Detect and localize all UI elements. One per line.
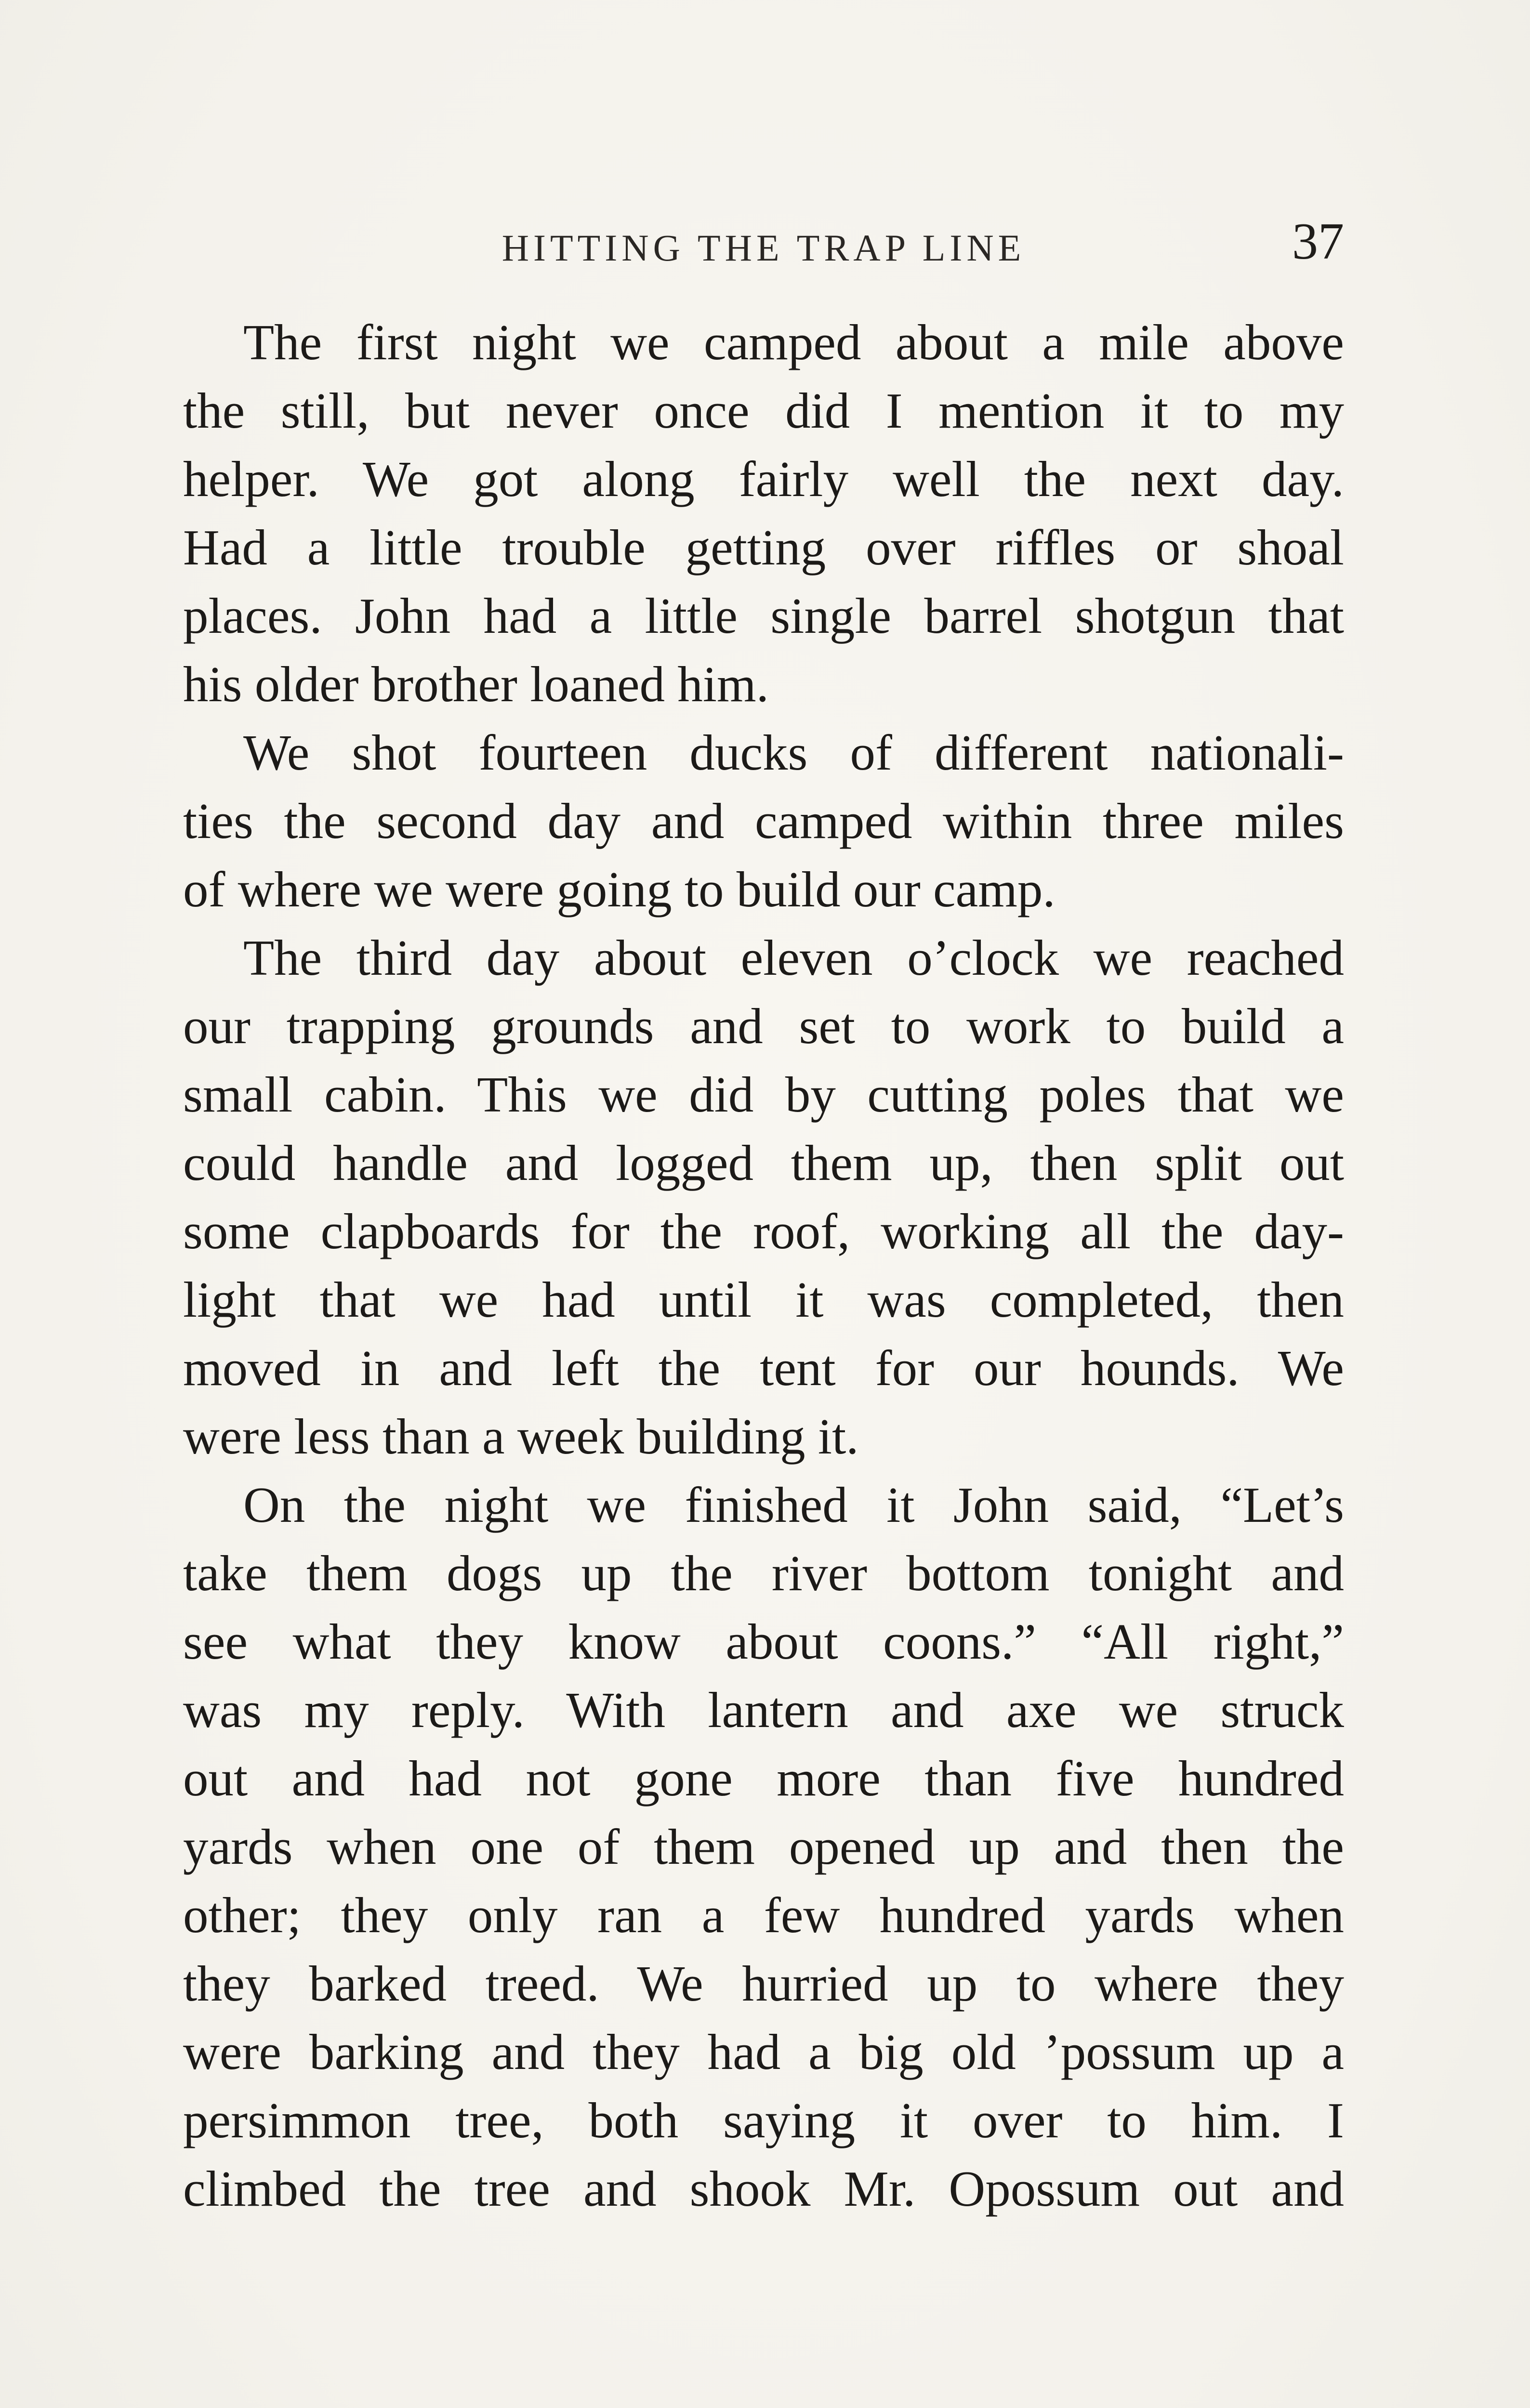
text-line: were barking and they had a big old ’possum up a (183, 2024, 1344, 2080)
text-line: ties the second day and camped within three miles (183, 793, 1344, 849)
text-line: of where we were going to build our camp. (183, 861, 1055, 917)
text-line: The first night we camped about a mile above (243, 314, 1344, 370)
text-line: climbed the tree and shook Mr. Opossum out and (183, 2160, 1344, 2217)
text-line: were less than a week building it. (183, 1408, 859, 1465)
text-line: helper. We got along fairly well the next day. (183, 451, 1344, 507)
body-text (183, 308, 1344, 2223)
text-line: his older brother loaned him. (183, 656, 769, 712)
text-line: On the night we finished it John said, “Let’s (243, 1477, 1344, 1533)
text-line: other; they only ran a few hundred yards when (183, 1887, 1344, 1943)
text-line: could handle and logged them up, then split out (183, 1135, 1344, 1191)
text-line: the still, but never once did I mention it to my (183, 382, 1344, 439)
page-number: 37 (1292, 213, 1344, 270)
text-line: take them dogs up the river bottom tonight and (183, 1545, 1344, 1601)
text-line: light that we had until it was completed, then (183, 1271, 1344, 1328)
text-line: was my reply. With lantern and axe we struck (183, 1682, 1344, 1738)
text-line: small cabin. This we did by cutting poles that we (183, 1066, 1344, 1123)
text-line: persimmon tree, both saying it over to him. I (183, 2092, 1344, 2148)
text-line: yards when one of them opened up and then the (183, 1819, 1344, 1875)
text-line: moved in and left the tent for our hounds. We (183, 1340, 1344, 1396)
running-head (183, 212, 1344, 284)
text-line: some clapboards for the roof, working all the day- (183, 1203, 1344, 1259)
text-line: We shot fourteen ducks of different nationali- (243, 724, 1344, 781)
text-line: see what they know about coons.” “All right,” (183, 1613, 1344, 1670)
text-line: they barked treed. We hurried up to where they (183, 1955, 1344, 2012)
text-line: out and had not gone more than five hundred (183, 1750, 1344, 1806)
text-line: The third day about eleven o’clock we reached (243, 929, 1344, 986)
text-line: Had a little trouble getting over riffles or shoal (183, 519, 1344, 576)
text-line: places. John had a little single barrel shotgun that (183, 588, 1344, 644)
text-line: our trapping grounds and set to work to build a (183, 998, 1344, 1054)
running-title: HITTING THE TRAP LINE (501, 227, 1026, 269)
